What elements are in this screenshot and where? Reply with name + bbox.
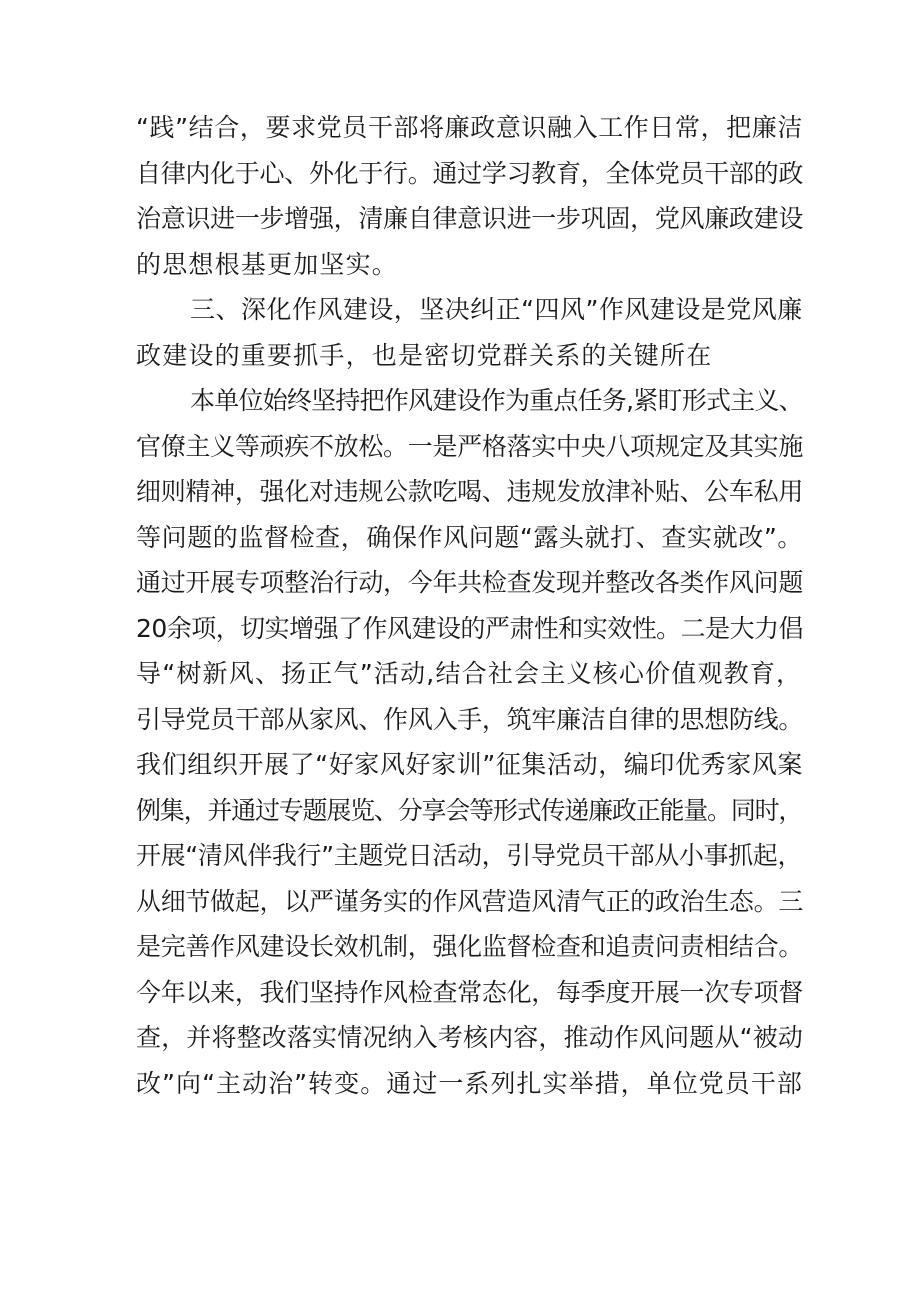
text-line: 20余项，切实增强了作风建设的严肃性和实效性。二是大力倡 bbox=[136, 613, 804, 643]
text-line: 查，并将整改落实情况纳入考核内容，推动作风问题从“被动 bbox=[136, 1023, 804, 1052]
text-line: 我们组织开展了“好家风好家训”征集活动，编印优秀家风案 bbox=[136, 750, 803, 779]
text-line: 三、深化作风建设，坚决纠正“四风”作风建设是党风廉 bbox=[190, 295, 803, 324]
text-line: 从细节做起，以严谨务实的作风营造风清气正的政治生态。三 bbox=[136, 886, 804, 916]
text-line: 自律内化于心、外化于行。通过学习教育，全体党员干部的政 bbox=[136, 158, 804, 188]
text-line: 是完善作风建设长效机制，强化监督检查和追责问责相结合。 bbox=[136, 932, 804, 961]
text-line: 治意识进一步增强，清廉自律意识进一步巩固，党风廉政建设 bbox=[136, 204, 804, 233]
text-line: 等问题的监督检查，确保作风问题“露头就打、查实就改”。 bbox=[136, 522, 803, 552]
text-line: 开展“清风伴我行”主题党日活动，引导党员干部从小事抓起， bbox=[136, 841, 803, 870]
text-line: 导“树新风、扬正气”活动,结合社会主义核心价值观教育， bbox=[136, 659, 803, 688]
text-line: 例集，并通过专题展览、分享会等形式传递廉政正能量。同时， bbox=[136, 795, 803, 825]
text-line: 本单位始终坚持把作风建设作为重点任务,紧盯形式主义、 bbox=[190, 386, 803, 415]
text-line: 引导党员干部从家风、作风入手，筑牢廉洁自律的思想防线。 bbox=[136, 704, 804, 734]
text-line: 改”向“主动治”转变。通过一系列扎实举措，单位党员干部 bbox=[136, 1068, 803, 1098]
text-line: 官僚主义等顽疾不放松。一是严格落实中央八项规定及其实施 bbox=[136, 431, 804, 461]
text-line: 今年以来，我们坚持作风检查常态化，每季度开展一次专项督 bbox=[136, 977, 804, 1007]
text-line: 政建设的重要抓手，也是密切党群关系的关键所在 bbox=[136, 340, 713, 370]
text-line: “践”结合，要求党员干部将廉政意识融入工作日常，把廉洁 bbox=[136, 113, 803, 142]
body-text bbox=[136, 105, 804, 1106]
text-line: 细则精神，强化对违规公款吃喝、违规发放津补贴、公车私用 bbox=[136, 477, 804, 506]
text-line: 的思想根基更加坚实。 bbox=[136, 249, 399, 279]
text-line: 通过开展专项整治行动，今年共检查发现并整改各类作风问题 bbox=[136, 568, 804, 597]
